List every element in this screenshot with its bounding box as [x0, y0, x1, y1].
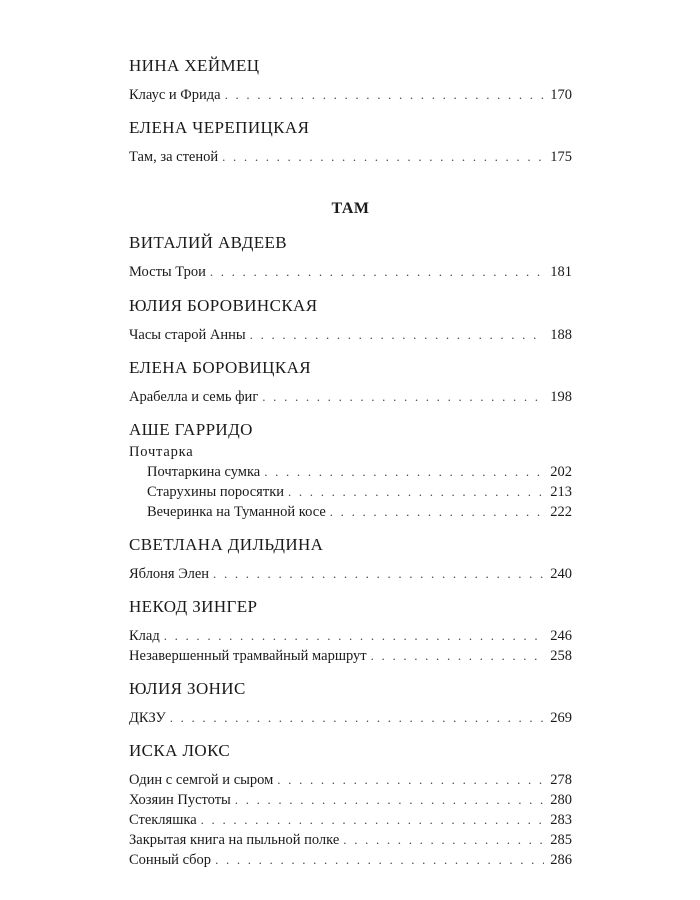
author-name: НИНА ХЕЙМЕЦ — [129, 56, 260, 75]
entry-title: Незавершенный трамвайный маршрут — [129, 648, 367, 664]
author-block — [129, 118, 572, 167]
toc-entry — [129, 770, 572, 790]
toc-entry — [129, 564, 572, 584]
dot-leader — [343, 830, 544, 850]
author-name: ЕЛЕНА ЧЕРЕПИЦКАЯ — [129, 118, 310, 137]
dot-leader — [164, 626, 545, 646]
entry-page: 240 — [550, 566, 572, 582]
entry-title: Там, за стеной — [129, 149, 219, 165]
toc-entry — [129, 810, 572, 830]
subgroup-title: Почтарка — [129, 444, 194, 460]
author-name: ЕЛЕНА БОРОВИЦКАЯ — [129, 358, 311, 377]
toc-entry — [129, 850, 572, 870]
author-block — [129, 679, 572, 728]
author-block — [129, 420, 572, 522]
entry-title: Старухины поросятки — [147, 484, 284, 500]
entry-title: Вечеринка на Туманной косе — [147, 504, 326, 520]
author-name: СВЕТЛАНА ДИЛЬДИНА — [129, 535, 324, 554]
entry-page: 175 — [550, 149, 572, 165]
entry-page: 213 — [550, 484, 572, 500]
dot-leader — [170, 708, 545, 728]
author-block — [129, 233, 572, 282]
author-block — [129, 597, 572, 666]
dot-leader — [264, 462, 544, 482]
entry-title: Почтаркина сумка — [147, 464, 261, 480]
entry-title: Закрытая книга на пыльной полке — [129, 832, 340, 848]
toc-entry — [129, 262, 572, 282]
toc-entry — [129, 790, 572, 810]
entry-page: 269 — [550, 710, 572, 726]
author-block — [129, 535, 572, 584]
dot-leader — [371, 646, 545, 666]
author-block — [129, 358, 572, 407]
entry-title: Клад — [129, 628, 160, 644]
toc-entry — [147, 482, 572, 502]
entry-title: Яблоня Элен — [129, 566, 210, 582]
dot-leader — [250, 325, 545, 345]
entry-page: 258 — [550, 648, 572, 664]
section-heading: ТАМ — [331, 200, 370, 217]
entry-page: 246 — [550, 628, 572, 644]
entry-title: Часы старой Анны — [129, 327, 246, 343]
toc-entry — [129, 387, 572, 407]
entry-title: Стекляшка — [129, 812, 197, 828]
dot-leader — [288, 482, 544, 502]
author-block — [129, 296, 572, 345]
dot-leader — [235, 790, 544, 810]
dot-leader — [213, 564, 544, 584]
author-block — [129, 56, 572, 105]
entry-page: 181 — [550, 264, 572, 280]
author-name: НЕКОД ЗИНГЕР — [129, 597, 258, 616]
dot-leader — [262, 387, 544, 407]
author-name: ВИТАЛИЙ АВДЕЕВ — [129, 233, 288, 252]
author-name: ИСКА ЛОКС — [129, 741, 231, 760]
entry-page: 170 — [550, 87, 572, 103]
toc-entry — [129, 85, 572, 105]
entry-title: Мосты Трои — [129, 264, 206, 280]
entry-title: Клаус и Фрида — [129, 87, 221, 103]
entry-page: 280 — [550, 792, 572, 808]
dot-leader — [222, 147, 544, 167]
dot-leader — [215, 850, 544, 870]
toc-entry — [129, 147, 572, 167]
dot-leader — [330, 502, 544, 522]
entry-page: 202 — [550, 464, 572, 480]
dot-leader — [201, 810, 545, 830]
table-of-contents — [129, 56, 572, 870]
entry-title: Один с семгой и сыром — [129, 772, 274, 788]
author-name: ЮЛИЯ ЗОНИС — [129, 679, 246, 698]
entry-page: 198 — [550, 389, 572, 405]
entry-page: 286 — [550, 852, 572, 868]
entry-page: 278 — [550, 772, 572, 788]
entry-title: Хозяин Пустоты — [129, 792, 231, 808]
toc-entry — [129, 325, 572, 345]
author-block — [129, 741, 572, 870]
entry-page: 188 — [550, 327, 572, 343]
dot-leader — [277, 770, 544, 790]
entry-title: Арабелла и семь фиг — [129, 389, 259, 405]
author-name: ЮЛИЯ БОРОВИНСКАЯ — [129, 296, 318, 315]
toc-entry — [129, 708, 572, 728]
entry-page: 283 — [550, 812, 572, 828]
dot-leader — [210, 262, 544, 282]
toc-entry — [129, 646, 572, 666]
entry-page: 222 — [550, 504, 572, 520]
entry-title: Сонный сбор — [129, 852, 212, 868]
entry-page: 285 — [550, 832, 572, 848]
entry-title: ДКЗУ — [129, 710, 166, 726]
toc-entry — [147, 462, 572, 482]
dot-leader — [225, 85, 545, 105]
author-name: АШЕ ГАРРИДО — [129, 420, 253, 439]
toc-entry — [129, 830, 572, 850]
toc-entry — [129, 626, 572, 646]
toc-entry — [147, 502, 572, 522]
